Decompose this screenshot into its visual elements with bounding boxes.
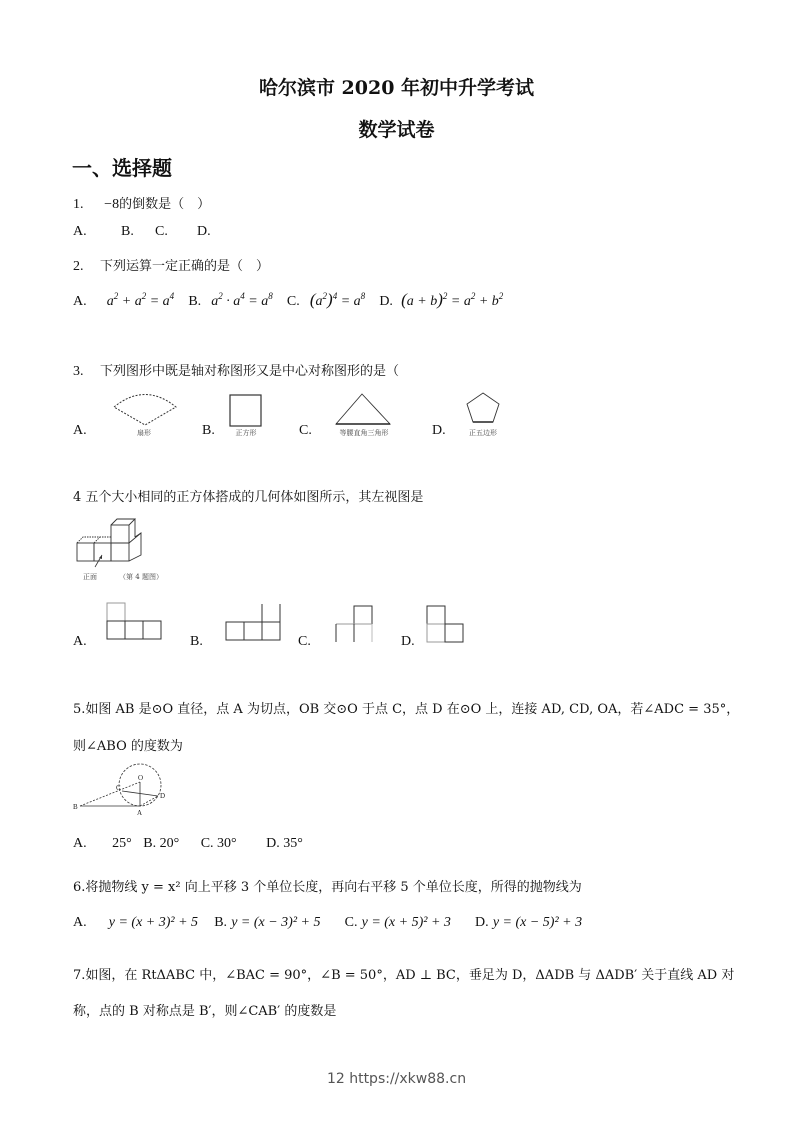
q3-option-d[interactable]: D. [432, 423, 446, 438]
q4-front-label: 正面 [83, 573, 97, 581]
q2-option-b[interactable]: B. [188, 294, 202, 309]
q4-option-c-view-icon [335, 605, 375, 643]
sector-figure-icon [110, 390, 180, 430]
q3-caption-c: 等腰直角三角形 [339, 429, 389, 437]
question-6-options: A. y = (x + 3)² + 5 B. y = (x − 3)² + 5 C. y = (x + 5)² + 3 D. y = (x − 5)² + 3 [73, 915, 583, 930]
q6-option-a[interactable]: A. [73, 915, 87, 930]
question-5-stem-line1: 5.如图 AB 是⊙O 直径，点 A 为切点，OB 交⊙O 于点 C，点 D 在⊙O 上，连接 AD, CD, OA，若∠ADC = 35°， [73, 702, 740, 717]
q1-math: −8 [104, 197, 120, 212]
question-7-stem-line2: 称，点的 B 对称点是 B′，则∠CAB′ 的度数是 [73, 1004, 337, 1019]
svg-text:O: O [138, 774, 144, 782]
question-3-stem: 3. 下列图形中既是轴对称图形又是中心对称图形的是（ [73, 364, 400, 379]
question-6-stem: 6.将抛物线 y = x² 向上平移 3 个单位长度，再向右平移 5 个单位长度，所得的抛物线为 [73, 880, 582, 895]
svg-text:C: C [116, 784, 121, 792]
q3-option-b[interactable]: B. [202, 423, 215, 438]
circle-tangent-figure-icon [72, 762, 182, 820]
question-1-stem: 1. −8的倒数是（ ） [73, 197, 211, 212]
question-5-stem-line2: 则∠ABO 的度数为 [73, 739, 183, 754]
exam-subtitle: 数学试卷 [358, 119, 435, 141]
q4-figure-caption: （第 4 题图） [119, 573, 163, 581]
svg-text:B: B [73, 803, 78, 811]
q5-option-a[interactable]: A. [73, 836, 87, 851]
q6-option-d[interactable]: D. [475, 915, 489, 930]
q4-option-d-view-icon [426, 605, 466, 643]
q5-option-c[interactable]: C. [200, 836, 214, 851]
q1-option-b[interactable]: B. [121, 224, 134, 239]
q1-option-d[interactable]: D. [197, 224, 211, 239]
q4-option-a-view-icon [106, 602, 164, 642]
q2-option-c[interactable]: C. [286, 294, 300, 309]
pentagon-figure-icon [465, 391, 501, 425]
q4-option-c[interactable]: C. [298, 634, 311, 649]
question-1-options [73, 224, 211, 240]
q3-caption-a: 扇形 [137, 429, 151, 437]
cube-solid-figure-icon [75, 517, 165, 569]
question-4-stem: 4 五个大小相同的正方体搭成的几何体如图所示，其左视图是 [73, 490, 424, 505]
question-5-options: A. 25° B. 20° C. 30° D. 35° [73, 836, 303, 851]
triangle-figure-icon [334, 392, 394, 426]
q4-option-b[interactable]: B. [190, 634, 203, 649]
exam-title: 哈尔滨市 2020 年初中升学考试 [258, 77, 535, 99]
q4-option-d[interactable]: D. [401, 634, 415, 649]
section-title: 一、选择题 [72, 156, 172, 180]
q2-option-a[interactable]: A. [73, 294, 87, 309]
q6-option-c[interactable]: C. [344, 915, 358, 930]
q5-option-b[interactable]: B. [143, 836, 157, 851]
q4-option-a[interactable]: A. [73, 634, 87, 649]
q3-caption-d: 正五边形 [469, 429, 497, 437]
q3-caption-b: 正方形 [235, 429, 257, 437]
svg-text:A: A [137, 809, 143, 817]
q2-option-d[interactable]: D. [379, 294, 393, 309]
question-2-stem: 2. 下列运算一定正确的是（ ） [73, 259, 270, 274]
q3-option-c[interactable]: C. [299, 423, 312, 438]
page-footer: 12 https://xkw88.cn [326, 1071, 467, 1087]
question-2-options: A. $a^2 + a^2 = a^4$ B. $a^2 \cdot a^4 = a^8$ C. $(a^2)^4 = a^8$ D. $(a + b)^2 = a^2 + b^2$ [73, 290, 504, 309]
q1-option-a[interactable]: A. [73, 224, 87, 239]
svg-text:D: D [160, 792, 166, 800]
q6-option-b[interactable]: B. [214, 915, 228, 930]
q4-option-b-view-icon [225, 604, 283, 642]
q1-option-c[interactable]: C. [155, 224, 168, 239]
question-7-stem-line1: 7.如图，在 RtΔABC 中，∠BAC = 90°，∠B = 50°，AD ⊥ BC，垂足为 D，ΔADB 与 ΔADB′ 关于直线 AD 对 [73, 968, 735, 983]
q3-option-a[interactable]: A. [73, 423, 87, 438]
q5-option-d[interactable]: D. [266, 836, 280, 851]
square-figure-icon [228, 394, 264, 428]
